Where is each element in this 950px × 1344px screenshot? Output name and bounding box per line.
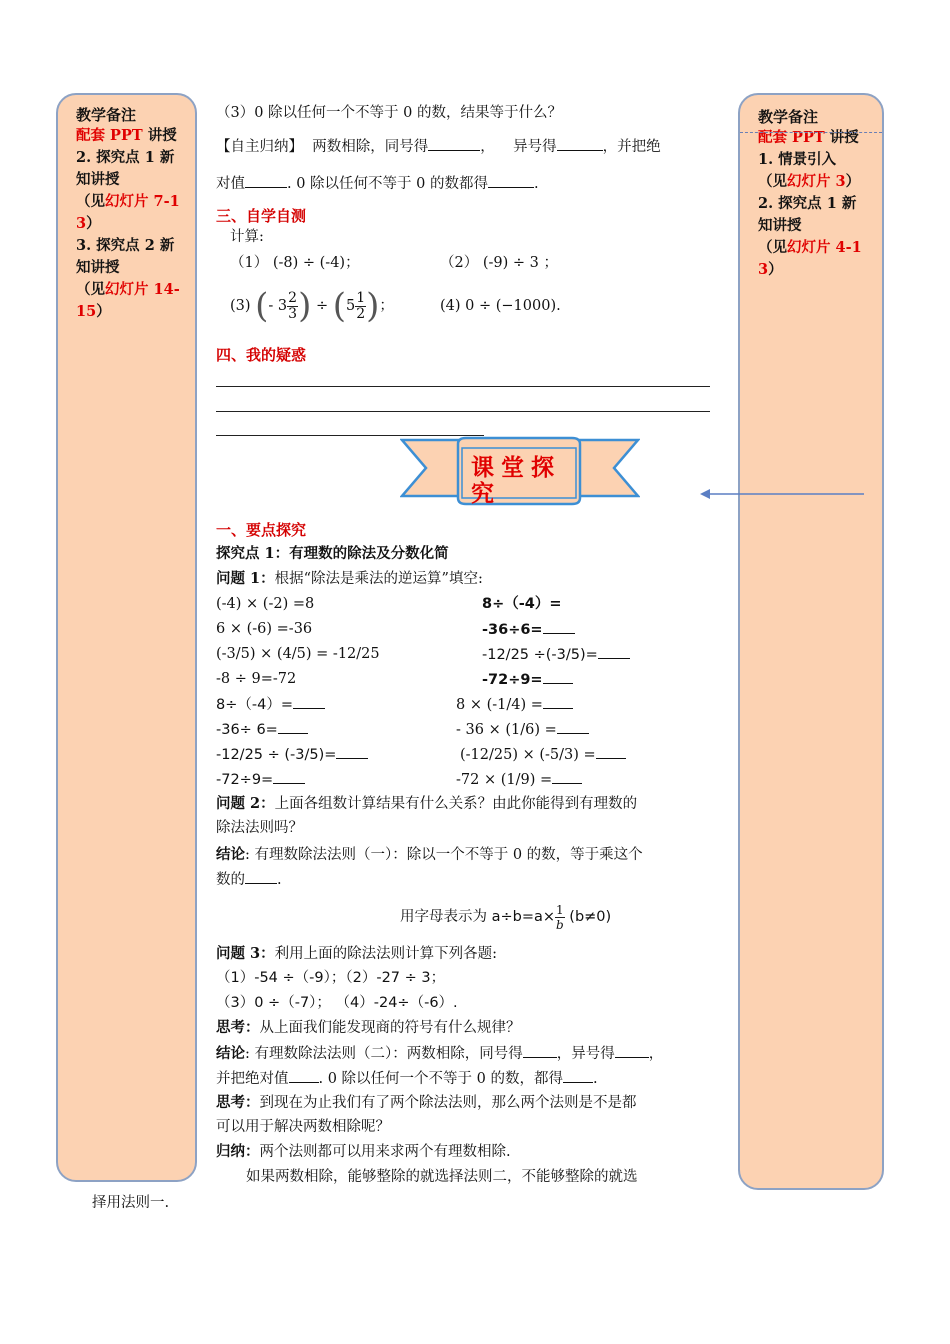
think-1: 思考：从上面我们能发现商的符号有什么规律？ <box>216 1019 521 1036</box>
question-3-header: 问题 3：利用上面的除法法则计算下列各题: <box>216 945 498 962</box>
explore-point-1: 探究点 1：有理数的除法及分数化简 <box>216 545 449 562</box>
think-2-line-1: 思考：到现在为止我们有了两个除法法则，那么两个法则是不是都 <box>216 1094 637 1111</box>
conclusion-1-line-1: 结论: 有理数除法法则（一）：除以一个不等于 0 的数，等于乘这个 <box>216 846 643 863</box>
question-3: （3）0 除以任何一个不等于 0 的数，结果等于什么？ <box>216 105 563 121</box>
question-3-items-2: （3）0 ÷（-7）； （4）-24÷（-6）. <box>216 995 458 1011</box>
fraction: $\frac{1}{2}$ <box>356 289 366 322</box>
blank <box>488 173 534 188</box>
calc-left-8: -72÷9= <box>216 769 305 790</box>
calc-right-6: - 36 × (1/6) = <box>456 719 589 740</box>
left-note-item-2: 3. 探究点 2 新知讲授 <box>76 237 175 276</box>
calc-left-2: 6 × (-6) =-36 <box>216 621 313 637</box>
self-test-problem-2: （2） (-9) ÷ 3 ； <box>440 255 558 271</box>
conclusion-2-line-1: 结论: 有理数除法法则（二）：两数相除，同号得 ，异号得 ， <box>216 1045 664 1062</box>
right-note-item-1: 1. 情景引入 <box>758 151 837 168</box>
calc-right-3: -12/25 ÷(-3/5)= <box>482 644 630 665</box>
calc-left-3: (-3/5) × (4/5) = -12/25 <box>216 646 380 662</box>
calc-left-7: -12/25 ÷ (-3/5)= <box>216 744 368 765</box>
banner-title: 课堂探究 <box>471 455 561 507</box>
left-teaching-note <box>56 93 197 1182</box>
question-3-items-1: （1）-54 ÷（-9）；（2）-27 ÷ 3； <box>216 970 446 986</box>
answer-line <box>216 411 710 412</box>
calc-right-2: -36÷6= <box>482 619 575 640</box>
left-note-ref-1: （见幻灯片 7-13） <box>76 193 180 232</box>
calc-left-4: -8 ÷ 9=-72 <box>216 671 297 687</box>
fraction: $\frac{2}{3}$ <box>288 289 298 322</box>
division-formula: 用字母表示为 a÷b=a× $\frac{1}{b}$ (b≠0) <box>400 902 612 932</box>
calc-right-8: -72 × (1/9) = <box>456 769 582 790</box>
left-note-item-1: 2. 探究点 1 新知讲授 <box>76 149 175 188</box>
right-note-ppt: 配套 PPT 讲授 <box>758 129 859 146</box>
calc-right-4: -72÷9= <box>482 669 573 690</box>
explore-heading: 一、要点探究 <box>216 521 307 539</box>
self-summary-line-1: 【自主归纳】 两数相除，同号得 ， 异号得 ，并把绝 <box>216 136 661 157</box>
fraction: $\frac{1}{b}$ <box>556 902 564 932</box>
left-note-title: 教学备注 <box>76 106 137 124</box>
question-2-line-2: 除法法则吗？ <box>216 820 303 836</box>
right-note-item-2: 2. 探究点 1 新知讲授 <box>758 195 857 234</box>
blank <box>245 173 287 188</box>
calc-left-5: 8÷（-4）= <box>216 694 325 715</box>
calc-right-7: (-12/25) × (-5/3) = <box>460 744 626 765</box>
question-1: 问题 1：根据“除法是乘法的逆运算”填空: <box>216 570 483 587</box>
right-teaching-note <box>738 93 884 1190</box>
right-note-dashed-rule <box>740 132 882 133</box>
blank <box>557 136 603 151</box>
doubts-heading: 四、我的疑惑 <box>216 346 307 364</box>
summary-rule-line-3: 择用法则一. <box>92 1195 170 1211</box>
self-test-problem-3: (3) (- 3 $\frac{2}{3}$ ) ÷ (5 $\frac{1}{2}$ )； <box>230 286 394 326</box>
left-note-ppt: 配套 PPT 讲授 <box>76 127 177 144</box>
right-note-ref-2: （见幻灯片 4-13） <box>758 239 862 278</box>
right-note-title: 教学备注 <box>758 108 819 126</box>
self-test-problem-1: （1） (-8) ÷ (-4)； <box>230 255 360 271</box>
blank <box>428 136 480 151</box>
self-test-label: 计算: <box>230 229 264 245</box>
right-note-ref-1: （见幻灯片 3） <box>758 173 861 190</box>
calc-right-1: 8÷（-4）= <box>482 596 562 612</box>
think-2-line-2: 可以用于解决两数相除呢？ <box>216 1119 390 1135</box>
self-summary-line-2: 对值 . 0 除以任何不等于 0 的数都得 . <box>216 173 539 194</box>
conclusion-1-line-2: 数的 . <box>216 869 282 890</box>
answer-line <box>216 386 710 387</box>
left-note-ref-2: （见幻灯片 14-15） <box>76 281 180 320</box>
summary-rule: 归纳：两个法则都可以用来求两个有理数相除. <box>216 1143 511 1160</box>
self-test-problem-4: (4) 0 ÷ (−1000). <box>440 298 561 314</box>
pointer-arrow-icon <box>700 486 866 502</box>
calc-right-5: 8 × (-1/4) = <box>456 694 573 715</box>
conclusion-2-line-2: 并把绝对值 . 0 除以任何一个不等于 0 的数，都得 . <box>216 1068 598 1089</box>
summary-rule-line-2: 如果两数相除，能够整除的就选择法则二，不能够整除的就选 <box>246 1169 638 1185</box>
self-test-heading: 三、自学自测 <box>216 207 307 225</box>
calc-left-6: -36÷ 6= <box>216 719 308 740</box>
calc-left-1: (-4) × (-2) =8 <box>216 596 315 612</box>
question-2-line-1: 问题 2：上面各组数计算结果有什么关系？由此你能得到有理数的 <box>216 795 638 812</box>
